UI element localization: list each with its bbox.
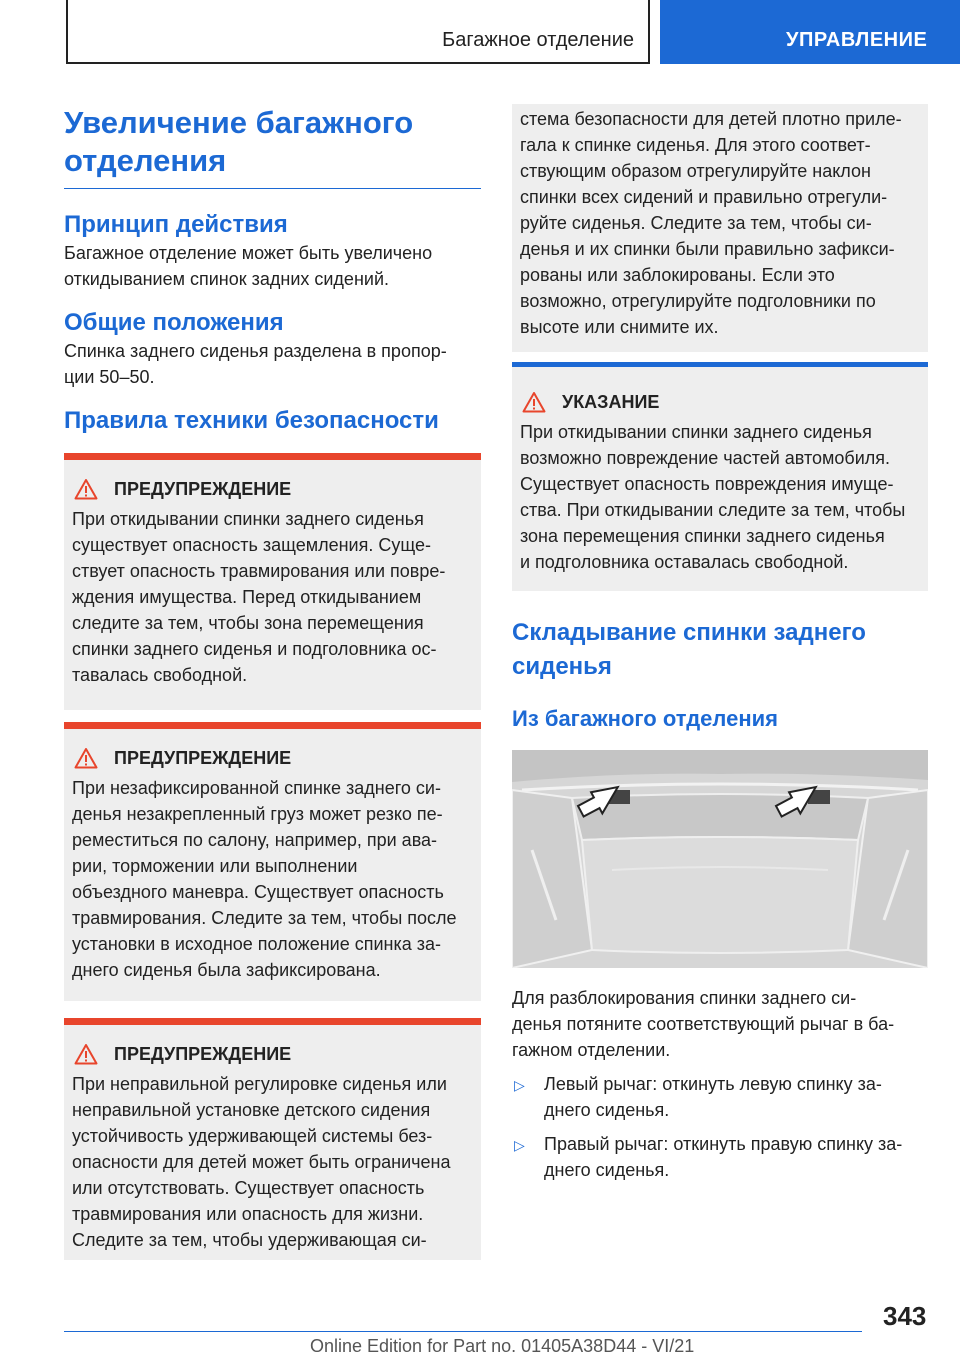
warning-text-2: При незафиксированной спинке заднего си- денья незакрепленный груз может резко пе- реместиться по салону, например, при ава- рии, торможении или выполнении объездного маневра. Существует опасность травмирования. Следите за тем, чтобы после установки в исходное положение спинка за- днего сиденья была зафиксирована.	[72, 778, 457, 980]
principle-text: Багажное отделение может быть увеличено откидыванием спинок задних сидений.	[64, 243, 433, 289]
header-section-tab	[66, 0, 650, 64]
warning-continuation-text: стема безопасности для детей плотно приле- гала к спинке сиденья. Для этого соответ- ствующим образом отрегулируйте наклон спинки всех сидений и правильно отрегули- руйте сиденья. Следите за тем, чтобы си- денья и их спинки были правильно зафикси- рованы или заблокированы. Если это возможно, отрегулируйте подголовники по высоте или снимите их.	[520, 109, 902, 337]
warning-title-1: ПРЕДУПРЕЖДЕНИЕ	[64, 460, 481, 504]
left-column	[64, 104, 481, 1260]
heading-from-trunk: Из багажного отделения	[512, 706, 778, 731]
unlock-description: Для разблокирования спинки заднего си- денья потяните соответствующий рычаг в ба- гажном отделении.	[512, 988, 895, 1060]
warning-triangle-icon	[522, 391, 546, 413]
warning-text-1: При откидывании спинки заднего сиденья существует опасность защемления. Суще- ствует опасность травмирования или повре- ждения имущества. Перед откидыванием следите за тем, чтобы зона перемещения спинки заднего сиденья и подголовника ос- тавалась свободной.	[72, 509, 446, 685]
trunk-illustration	[512, 750, 928, 968]
heading-principle: Принцип действия	[64, 211, 288, 238]
bullet-triangle-icon: ▷	[514, 1137, 525, 1153]
note-box	[512, 362, 928, 591]
heading-safety: Правила техники безопасности	[64, 407, 439, 434]
heading-folding: Складывание спинки заднего сиденья	[512, 619, 866, 680]
warning-title-2: ПРЕДУПРЕЖДЕНИЕ	[64, 729, 481, 773]
trunk-illustration-svg	[512, 750, 928, 968]
page-title: Увеличение багажного отделения	[64, 104, 481, 189]
warning-box-3	[64, 1018, 481, 1260]
footer-edition: Online Edition for Part no. 01405A38D44 - VI/21	[310, 1336, 695, 1356]
header-chapter-tab	[660, 0, 960, 64]
header-section-title: Багажное отделение	[442, 29, 634, 51]
warning-triangle-icon	[74, 1043, 98, 1065]
header-chapter-title: УПРАВЛЕНИЕ	[786, 29, 928, 51]
list-item-right-lever: ▷ Правый рычаг: откинуть правую спинку за- днего сиденья.	[512, 1131, 928, 1183]
warning-triangle-icon	[74, 478, 98, 500]
warning-continuation-box	[512, 104, 928, 352]
heading-general: Общие положения	[64, 309, 284, 336]
warning-triangle-icon	[74, 747, 98, 769]
note-title: УКАЗАНИЕ	[512, 367, 928, 417]
warning-box-2	[64, 722, 481, 1001]
warning-box-1	[64, 453, 481, 710]
bullet-triangle-icon: ▷	[514, 1077, 525, 1093]
general-text: Спинка заднего сиденья разделена в пропор- ции 50–50.	[64, 341, 447, 387]
warning-title-3: ПРЕДУПРЕЖДЕНИЕ	[64, 1025, 481, 1069]
warning-text-3: При неправильной регулировке сиденья или неправильной установке детского сидения устойчивость удерживающей системы без- опасности для детей может быть ограничена или отсутствовать. Существует опасность травмирования или опасность для жизни. Следите за тем, чтобы удерживающая си-	[72, 1074, 451, 1250]
right-column	[512, 104, 928, 1183]
footer-divider	[64, 1331, 862, 1332]
list-item-left-lever: ▷ Левый рычаг: откинуть левую спинку за- днего сиденья.	[512, 1071, 928, 1123]
page-number: 343	[883, 1301, 927, 1331]
note-text: При откидывании спинки заднего сиденья возможно повреждение частей автомобиля. Существует опасность повреждения имуще- ства. При откидывании следите за тем, чтобы зона перемещения спинки заднего сиденья и подголовника оставалась свободной.	[520, 422, 906, 572]
